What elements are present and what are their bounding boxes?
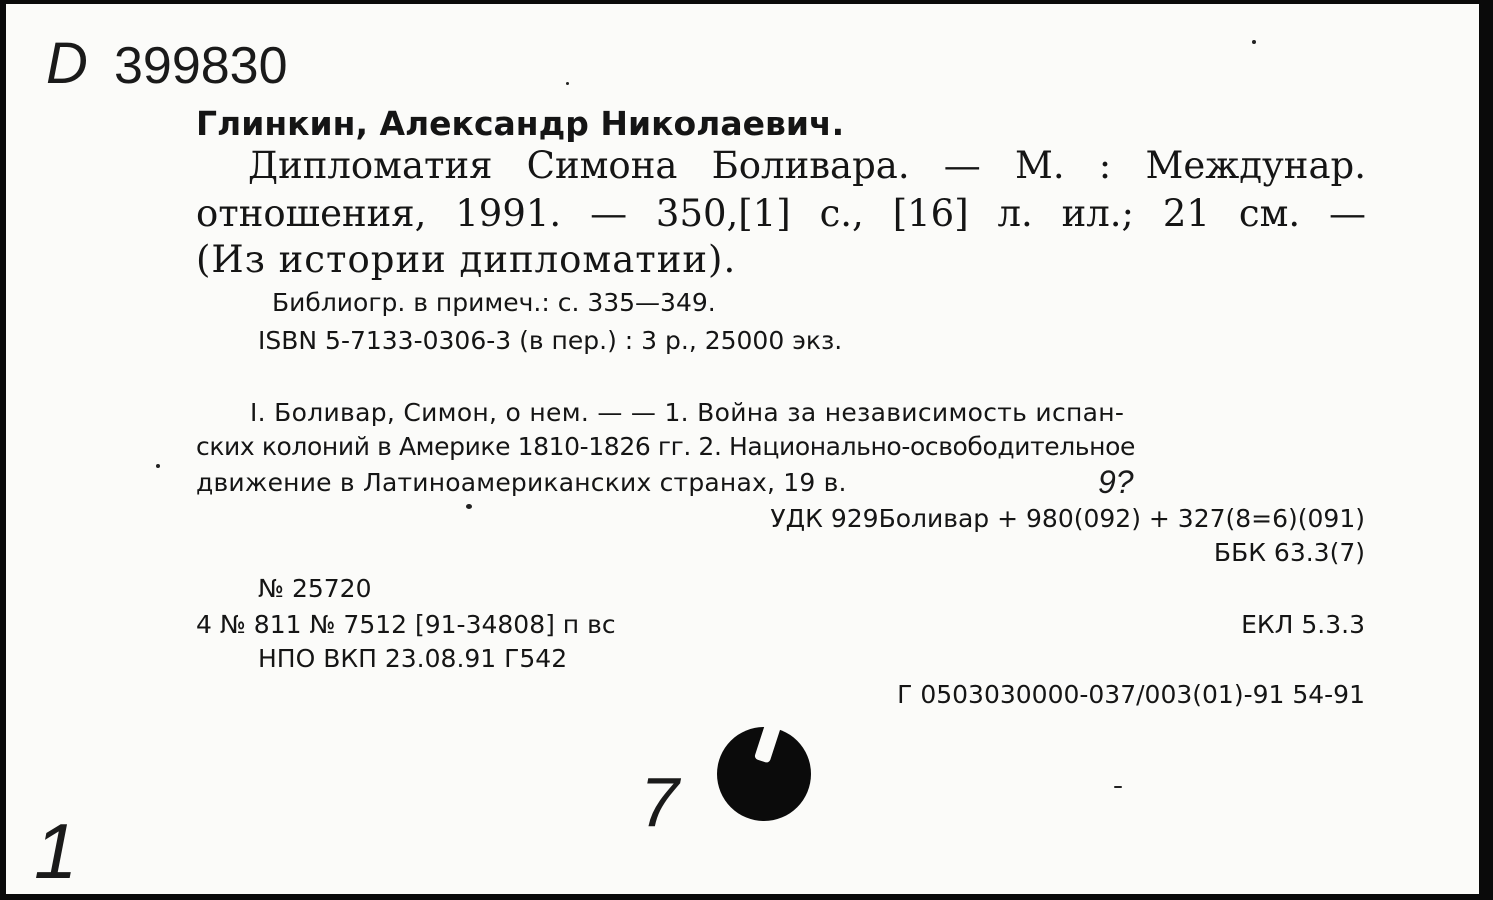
title-word: М. <box>1014 144 1065 187</box>
title-word: л. <box>997 192 1033 235</box>
npo-line: НПО ВКП 23.08.91 Г542 <box>258 644 568 673</box>
number-line: № 25720 <box>258 574 372 603</box>
title-word: отношения, <box>196 192 427 235</box>
title-word: Боливара. <box>711 144 910 187</box>
title-line-3: (Из истории дипломатии). <box>196 238 737 281</box>
speck <box>566 82 569 85</box>
title-line-1 <box>248 144 1366 187</box>
author-heading: Глинкин, Александр Николаевич. <box>196 104 845 143</box>
subjects-line-3: движение в Латиноамериканских странах, 19 в. <box>196 468 847 497</box>
ekl-line: ЕКЛ 5.3.3 <box>1241 610 1365 639</box>
handwritten-mark: 9? <box>1098 464 1134 500</box>
title-word: см. <box>1238 192 1301 235</box>
g-code-line: Г 0503030000-037/003(01)-91 54-91 <box>897 680 1365 709</box>
bbk-line: ББК 63.3(7) <box>1213 538 1365 567</box>
isbn-line: ISBN 5-7133-0306-3 (в пер.) : 3 р., 25000 экз. <box>258 326 843 355</box>
speck <box>156 464 160 468</box>
title-word: Дипломатия <box>248 144 493 187</box>
handwritten-number-left: 1 <box>34 807 78 895</box>
title-word: с., <box>819 192 864 235</box>
handwritten-number-center: 7 <box>640 763 679 841</box>
title-word: Симона <box>526 144 678 187</box>
order-line: 4 № 811 № 7512 [91-34808] п вс <box>196 610 616 639</box>
call-number-letter: D <box>46 31 88 96</box>
title-word: : <box>1098 144 1112 187</box>
title-word: — <box>943 144 981 187</box>
speck <box>466 504 472 509</box>
title-word: [16] <box>892 192 969 235</box>
call-number: 399830 <box>114 37 288 95</box>
title-word: 350,[1] <box>655 192 791 235</box>
title-word: Междунар. <box>1145 144 1366 187</box>
bibliography-note: Библиогр. в примеч.: с. 335—349. <box>272 288 716 317</box>
title-line-2 <box>196 192 1366 235</box>
subjects-line-2: ских колоний в Америке 1810-1826 гг. 2. Национально-освободительное <box>196 432 1135 461</box>
speck <box>1114 786 1122 788</box>
subjects-line-1: I. Боливар, Симон, о нем. — — 1. Война за независимость испан- <box>250 398 1125 427</box>
speck <box>1252 40 1256 44</box>
title-word: — <box>590 192 628 235</box>
udk-line: УДК 929Боливар + 980(092) + 327(8=6)(091) <box>770 504 1365 533</box>
title-word: 21 <box>1162 192 1210 235</box>
title-word: 1991. <box>455 192 562 235</box>
title-word: ил.; <box>1061 192 1135 235</box>
title-word: — <box>1328 192 1366 235</box>
